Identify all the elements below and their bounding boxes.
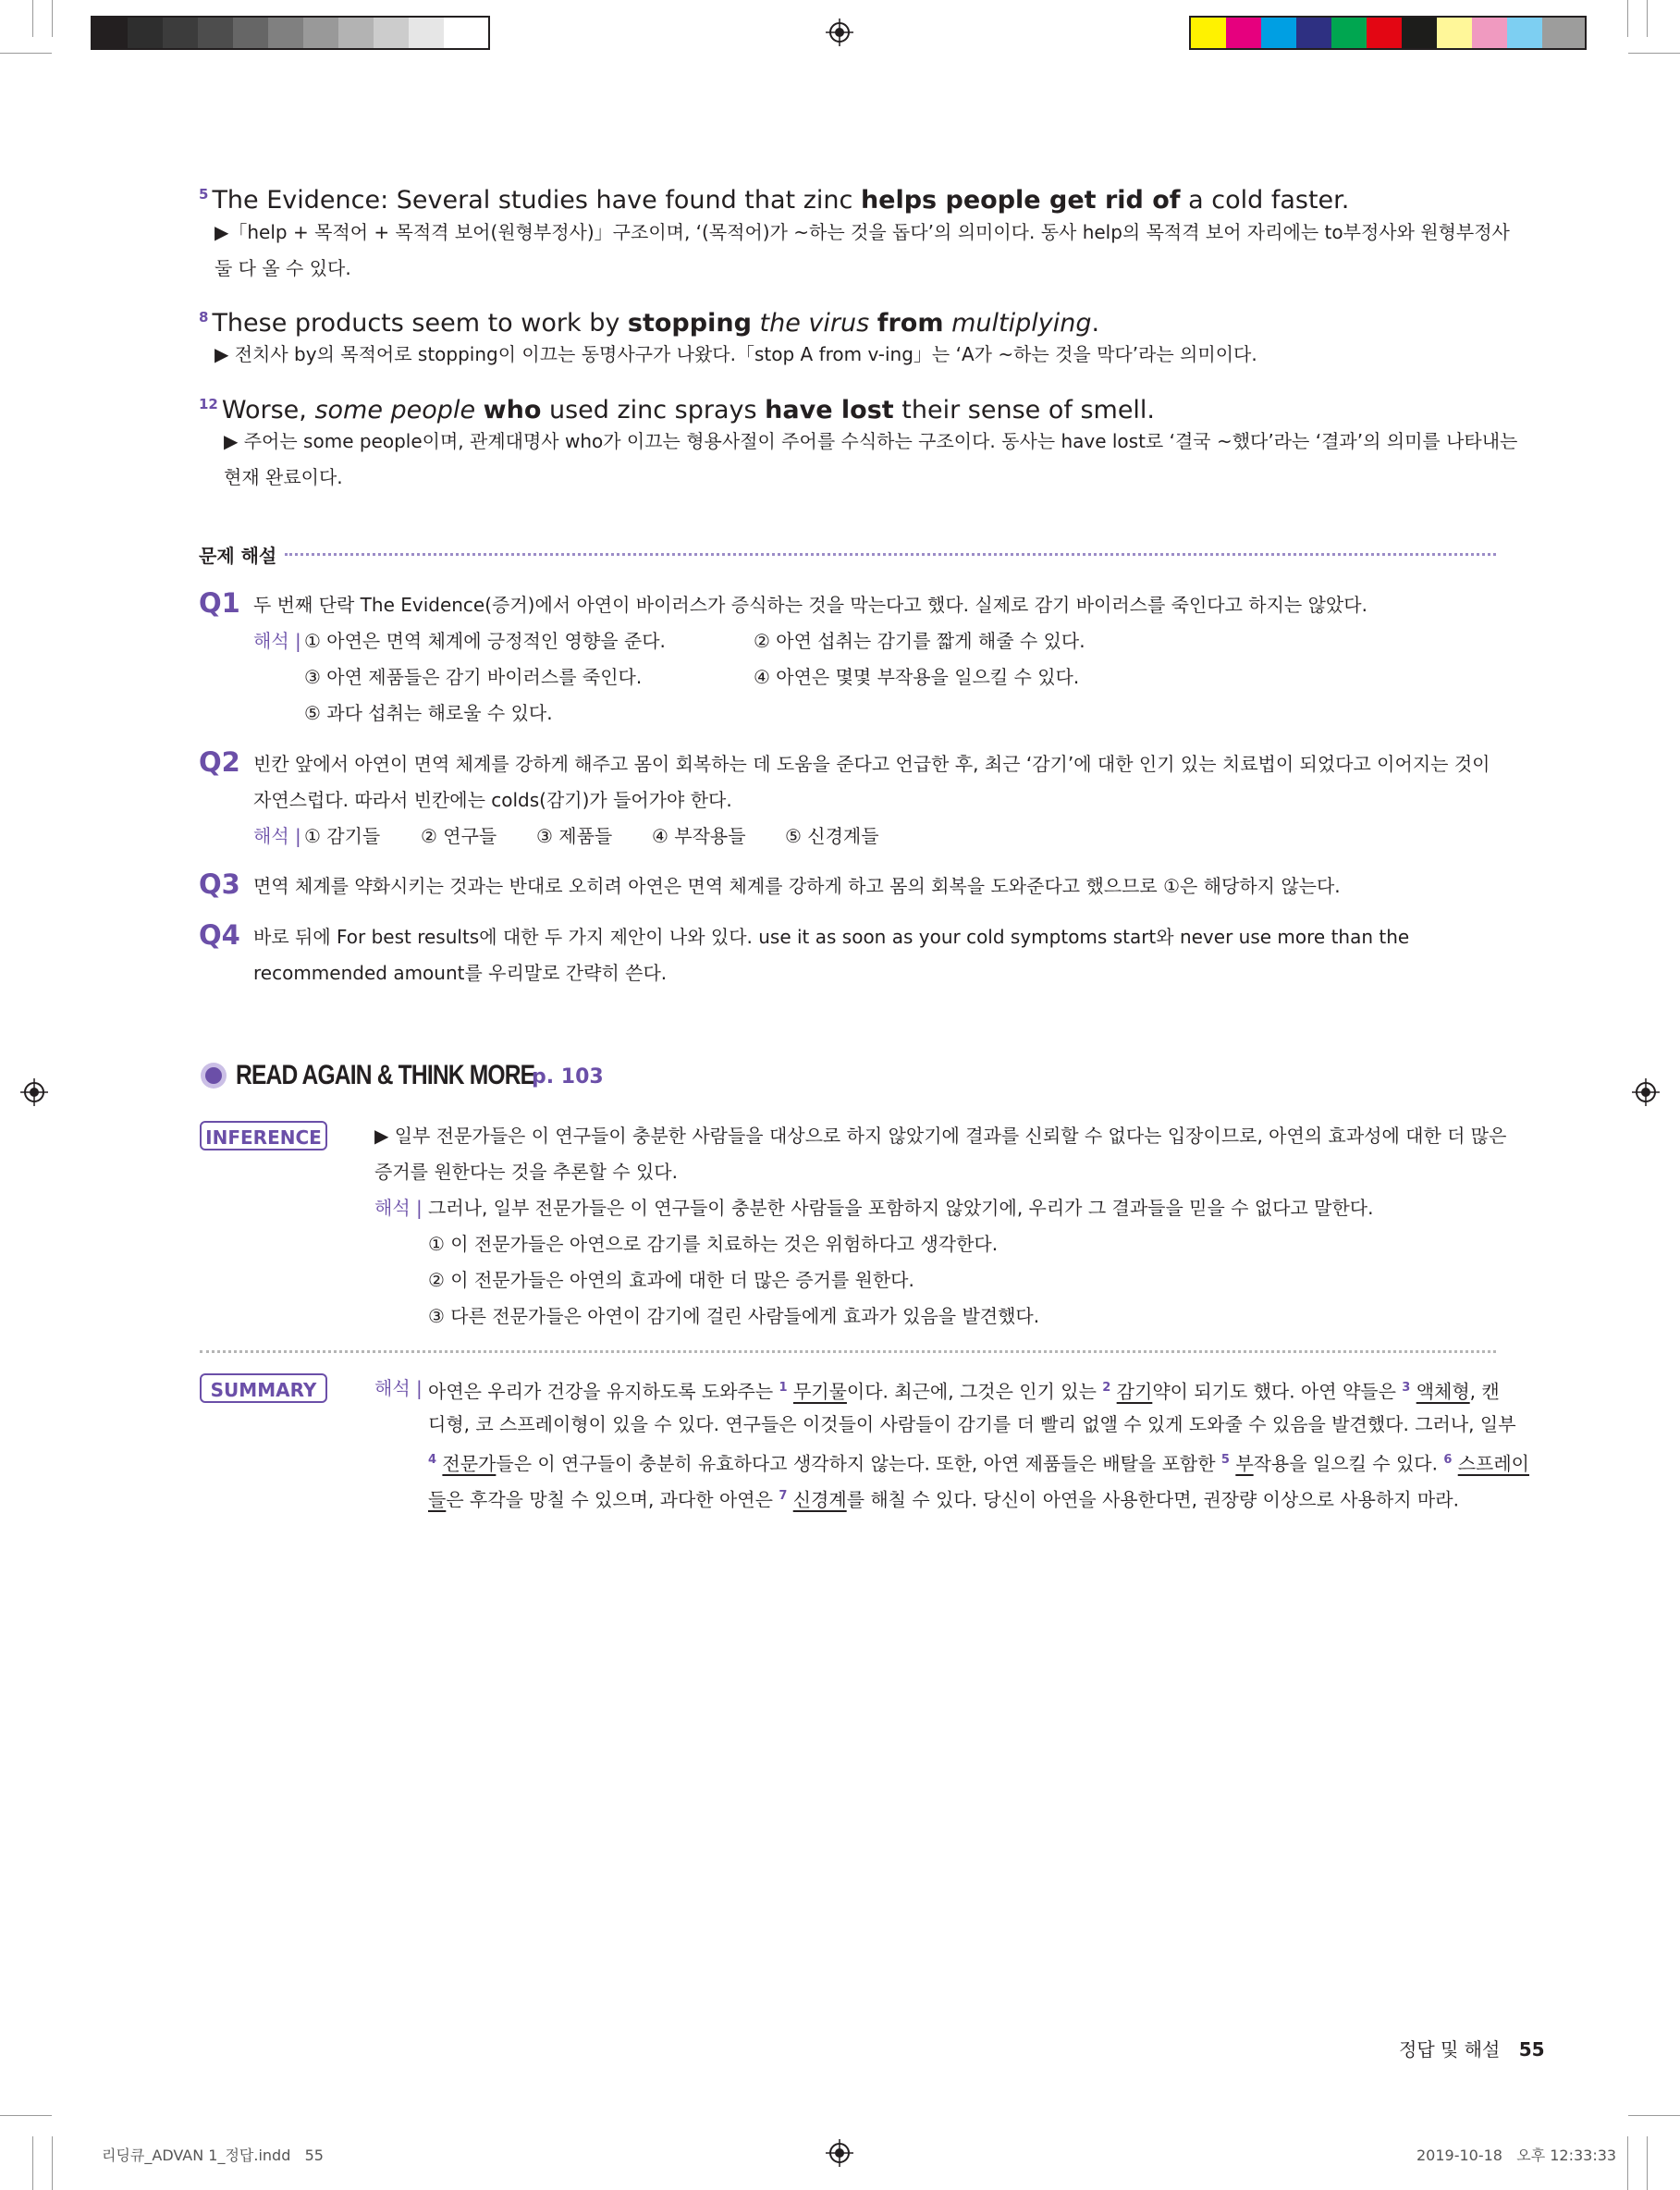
q1-label: Q1 (199, 587, 240, 619)
blank-answer-6: 스프레이 (1457, 1452, 1529, 1475)
print-timestamp: 2019-10-18 오후 12:33:33 (1416, 2147, 1617, 2164)
note-5-line1: ▶「help + 목적어 + 목적격 보어(원형부정사)」구조이며, ‘(목적어)가 ~하는 것을 돕다’의 의미이다. 동사 help의 목적격 보어 자리에는 to부정사와 원형부정사 (215, 221, 1510, 243)
file-info: 리딩큐_ADVAN 1_정답.indd 55 (102, 2147, 324, 2164)
q1-haeseok-label: 해석 | (253, 630, 301, 652)
inference-option-3: ③ 다른 전문가들은 아연이 감기에 걸린 사람들에게 효과가 있음을 발견했다. (428, 1305, 1040, 1327)
note-12-line2: 현재 완료이다. (224, 466, 343, 488)
running-footer (1399, 2035, 1545, 2061)
q2-option-4: ④ 부작용들 (652, 825, 746, 847)
q2-label: Q2 (199, 746, 240, 778)
inference-option-1: ① 이 전문가들은 아연으로 감기를 치료하는 것은 위험하다고 생각한다. (428, 1233, 999, 1255)
inference-haeseok-label: 해석 | (374, 1197, 423, 1219)
sentence-8: $^8$ These products seem to work by stopping the virus from multiplying. (199, 309, 1100, 338)
inference-summary-divider (200, 1350, 1496, 1353)
registration-mark-left (20, 1078, 48, 1106)
q2-line2: 자연스럽다. 따라서 빈칸에는 colds(감기)가 들어가야 한다. (253, 789, 732, 811)
process-color-bar (1189, 16, 1587, 50)
section-divider (285, 553, 1496, 556)
summary-haeseok-label: 해석 | (374, 1377, 423, 1399)
blank-answer-5: 부 (1235, 1452, 1254, 1475)
footer-section-label: 정답 및 해설 (1399, 2038, 1501, 2061)
q1-option-5: ⑤ 과다 섭취는 해로울 수 있다. (304, 702, 553, 724)
registration-mark-right (1632, 1078, 1660, 1106)
inference-translation: 그러나, 일부 전문가들은 이 연구들이 충분한 사람들을 포함하지 않았기에, 우리가 그 결과들을 믿을 수 없다고 말한다. (428, 1197, 1374, 1219)
q1-text: 두 번째 단락 The Evidence(증거)에서 아연이 바이러스가 증식하는 것을 막는다고 했다. 실제로 감기 바이러스를 죽인다고 하지는 않았다. (253, 594, 1367, 616)
blank-answer-3: 액체형 (1416, 1380, 1470, 1403)
q2-option-2: ② 연구들 (421, 825, 497, 847)
blank-answer-7: 신경계 (792, 1488, 847, 1511)
summary-line2: 디형, 코 스프레이형이 있을 수 있다. 연구들은 이것들이 사람들이 감기를 더 빨리 없앨 수 있게 도와줄 수 있음을 발견했다. 그러나, 일부 (428, 1413, 1516, 1435)
inference-tag: INFERENCE (200, 1121, 327, 1150)
summary-line4: 들은 후각을 망칠 수 있으며, 과다한 아연은 $^7$ 신경계를 해칠 수 있다. 당신이 아연을 사용한다면, 권장량 이상으로 사용하지 마라. (428, 1488, 1459, 1511)
sentence-5: $^5$ The Evidence: Several studies have found that zinc helps people get rid of a cold faster. (199, 186, 1350, 215)
blank-answer-2: 감기 (1116, 1380, 1153, 1403)
bullet-circle-icon (200, 1062, 227, 1089)
q2-option-3: ③ 제품들 (536, 825, 613, 847)
q3-text: 면역 체계를 약화시키는 것과는 반대로 오히려 아연은 면역 체계를 강하게 하고 몸의 회복을 도와준다고 했으므로 ①은 해당하지 않는다. (253, 875, 1341, 897)
q3-label: Q3 (199, 868, 240, 900)
q1-option-2: ② 아연 섭취는 감기를 짧게 해줄 수 있다. (754, 630, 1085, 652)
sentence-12: $^{12}$ Worse, some people who used zinc sprays have lost their sense of smell. (199, 396, 1156, 424)
note-5-line2: 둘 다 올 수 있다. (215, 257, 351, 279)
note-12-line1: ▶ 주어는 some people이며, 관계대명사 who가 이끄는 형용사절이 주어를 수식하는 구조이다. 동사는 have lost로 ‘결국 ~했다’라는 ‘결과’의 의미를 나타내는 (224, 430, 1518, 452)
page-reference: p. 103 (532, 1065, 604, 1089)
blank-answer-1: 무기물 (792, 1380, 847, 1403)
q1-option-1: ① 아연은 면역 체계에 긍정적인 영향을 준다. (304, 630, 666, 652)
inference-line2: 증거를 원한다는 것을 추론할 수 있다. (374, 1161, 678, 1183)
registration-mark-bottom (826, 2139, 853, 2167)
q2-haeseok-label: 해석 | (253, 825, 301, 847)
q4-line2: recommended amount를 우리말로 간략히 쓴다. (253, 962, 668, 984)
q4-line1: 바로 뒤에 For best results에 대한 두 가지 제안이 나와 있다. use it as soon as your cold symptoms start와 never use more than the (253, 926, 1410, 948)
section-heading: 문제 해설 (199, 545, 277, 567)
note-8-line1: ▶ 전치사 by의 목적어로 stopping이 이끄는 동명사구가 나왔다.「stop A from v-ing」는 ‘A가 ~하는 것을 막다’라는 의미이다. (215, 343, 1257, 365)
section3-title: READ AGAIN & THINK MORE (236, 1060, 535, 1090)
registration-mark-top (826, 18, 853, 46)
sentence-number: 5 (199, 186, 209, 203)
q1-option-3: ③ 아연 제품들은 감기 바이러스를 죽인다. (304, 666, 643, 688)
inference-line1: ▶ 일부 전문가들은 이 연구들이 충분한 사람들을 대상으로 하지 않았기에 결과를 신뢰할 수 없다는 입장이므로, 아연의 효과성에 대한 더 많은 (374, 1125, 1507, 1147)
q4-label: Q4 (199, 919, 240, 951)
blank-answer-4: 전문가 (442, 1452, 497, 1475)
q1-option-4: ④ 아연은 몇몇 부작용을 일으킬 수 있다. (754, 666, 1080, 688)
inference-option-2: ② 이 전문가들은 아연의 효과에 대한 더 많은 증거를 원한다. (428, 1269, 914, 1291)
summary-line3: $^4$ 전문가들은 이 연구들이 충분히 유효하다고 생각하지 않는다. 또한, 아연 제품들은 배탈을 포함한 $^5$ 부작용을 일으킬 수 있다. $^6$ 스프레이 (428, 1452, 1529, 1475)
summary-tag: SUMMARY (200, 1373, 327, 1403)
q2-option-1: ① 감기들 (304, 825, 381, 847)
page-number: 55 (1518, 2038, 1545, 2061)
q2-option-5: ⑤ 신경계들 (785, 825, 879, 847)
grayscale-color-bar (91, 16, 490, 50)
summary-line1: 아연은 우리가 건강을 유지하도록 도와주는 $^1$ 무기물이다. 최근에, 그것은 인기 있는 $^2$ 감기약이 되기도 했다. 아연 약들은 $^3$ 액체형, 캔 (428, 1380, 1500, 1403)
q2-line1: 빈칸 앞에서 아연이 면역 체계를 강하게 해주고 몸이 회복하는 데 도움을 준다고 언급한 후, 최근 ‘감기’에 대한 인기 있는 치료법이 되었다고 이어지는 것이 (253, 753, 1490, 775)
